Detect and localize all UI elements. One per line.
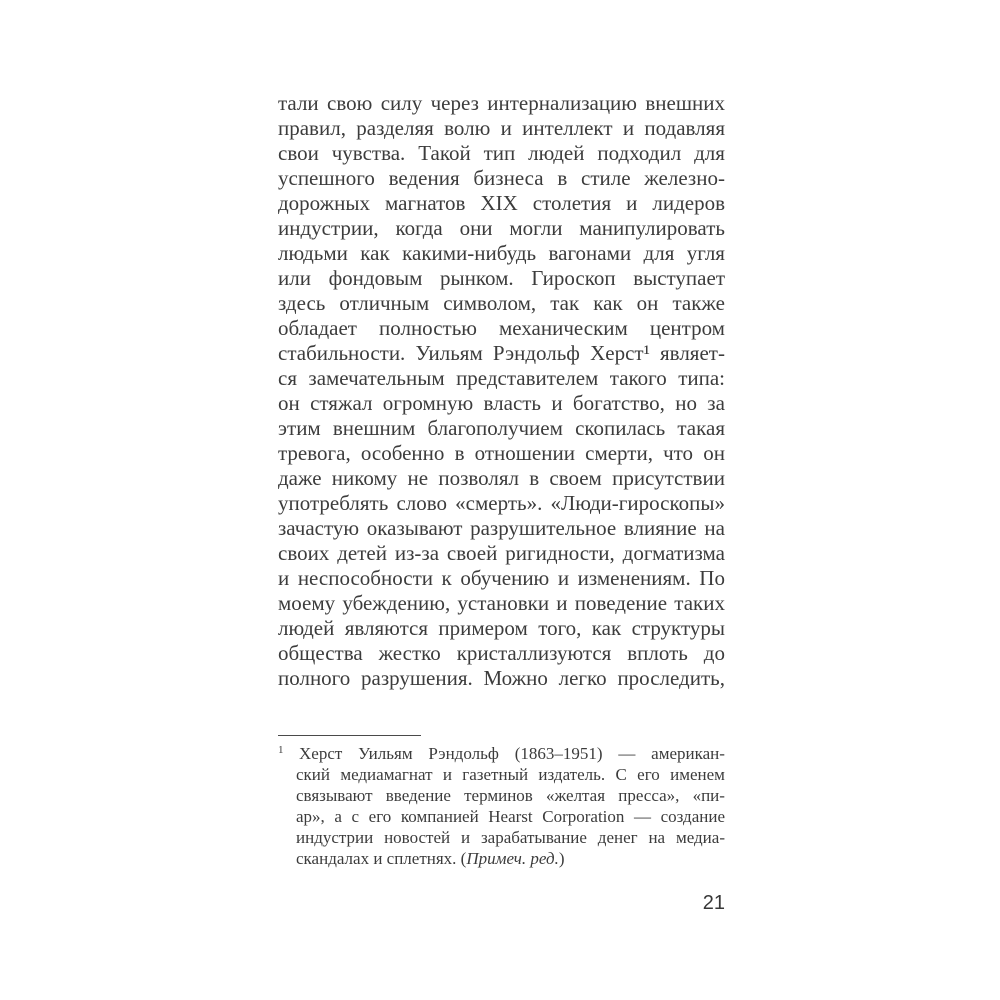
word: смерти, bbox=[585, 441, 653, 465]
footnote-separator bbox=[278, 735, 421, 736]
word: Уильям bbox=[415, 341, 483, 365]
word: не bbox=[407, 466, 429, 490]
word: и bbox=[442, 765, 452, 784]
text-line bbox=[278, 491, 725, 516]
text-line bbox=[278, 466, 725, 491]
word: «пи- bbox=[692, 786, 725, 805]
text-line bbox=[296, 806, 725, 827]
word: интеллект bbox=[522, 116, 613, 140]
word: успешного bbox=[278, 166, 375, 190]
word: таких bbox=[674, 591, 725, 615]
word: С bbox=[615, 765, 627, 784]
word: По bbox=[699, 566, 725, 590]
word: его bbox=[368, 807, 392, 826]
word: магнатов bbox=[385, 191, 466, 215]
word: убеждению, bbox=[342, 591, 451, 615]
word: связывают bbox=[296, 786, 373, 805]
word: они bbox=[459, 216, 493, 240]
footnote-last-line bbox=[278, 848, 725, 869]
word: он bbox=[636, 291, 659, 315]
text-line bbox=[278, 266, 725, 291]
word: отношении bbox=[474, 441, 575, 465]
word: как bbox=[593, 291, 623, 315]
word: такая bbox=[677, 416, 725, 440]
word: его bbox=[637, 765, 660, 784]
word: являет- bbox=[660, 341, 725, 365]
word: стяжал bbox=[310, 391, 373, 415]
word: людьми bbox=[278, 241, 348, 265]
text-line bbox=[278, 391, 725, 416]
word: свою bbox=[327, 91, 373, 115]
word: жестко bbox=[378, 641, 441, 665]
word: ведения bbox=[388, 166, 460, 190]
word: как bbox=[360, 241, 390, 265]
word: подходил bbox=[597, 141, 682, 165]
word: внешним bbox=[332, 416, 416, 440]
text-line bbox=[278, 566, 725, 591]
word: установки bbox=[457, 591, 550, 615]
word: газетный bbox=[462, 765, 529, 784]
text-line bbox=[296, 827, 725, 848]
word: разделяя bbox=[356, 116, 434, 140]
text-line bbox=[278, 641, 725, 666]
word: новостей bbox=[384, 828, 451, 847]
word: детей bbox=[337, 541, 387, 565]
word: бизнеса bbox=[473, 166, 544, 190]
word: компанией bbox=[400, 807, 479, 826]
text-line bbox=[278, 666, 725, 691]
word: представителем bbox=[456, 366, 599, 390]
word: Уильям bbox=[358, 744, 413, 763]
text-line bbox=[278, 166, 725, 191]
word: чувства. bbox=[331, 141, 406, 165]
word: полностью bbox=[379, 316, 477, 340]
word: скопилась bbox=[575, 416, 666, 440]
text-line bbox=[278, 191, 725, 216]
text-line bbox=[278, 316, 725, 341]
word: он bbox=[278, 391, 300, 415]
word: и bbox=[556, 591, 568, 615]
word: в bbox=[454, 441, 465, 465]
word: оказывают bbox=[366, 516, 463, 540]
word: богатство, bbox=[572, 391, 665, 415]
word: могли bbox=[509, 216, 563, 240]
text-line bbox=[278, 516, 725, 541]
word: угля bbox=[686, 241, 725, 265]
word: своих bbox=[278, 541, 330, 565]
word: обладает bbox=[278, 316, 357, 340]
word: медиа- bbox=[675, 828, 725, 847]
word: какими-нибудь bbox=[402, 241, 537, 265]
word: Херст¹ bbox=[590, 341, 650, 365]
word: тревога, bbox=[278, 441, 351, 465]
word: отличным bbox=[339, 291, 430, 315]
word: правил, bbox=[278, 116, 346, 140]
word: лидеров bbox=[652, 191, 725, 215]
text-line bbox=[278, 141, 725, 166]
word: пресса», bbox=[618, 786, 680, 805]
word: дорожных bbox=[278, 191, 371, 215]
word: слово bbox=[396, 491, 448, 515]
word: выступает bbox=[633, 266, 725, 290]
word: моему bbox=[278, 591, 336, 615]
word: за bbox=[707, 391, 725, 415]
word: изменениям. bbox=[577, 566, 691, 590]
word: тали bbox=[278, 91, 319, 115]
word: — bbox=[618, 744, 636, 763]
word: тип bbox=[483, 141, 516, 165]
word: на bbox=[648, 828, 666, 847]
word: своем bbox=[549, 466, 602, 490]
word: того, bbox=[538, 616, 582, 640]
word: стиле bbox=[581, 166, 631, 190]
footnote bbox=[278, 743, 725, 869]
word: в bbox=[557, 166, 568, 190]
word: когда bbox=[395, 216, 443, 240]
word: даже bbox=[278, 466, 322, 490]
word: для bbox=[643, 241, 675, 265]
footnote-first-line bbox=[278, 743, 725, 764]
word: являются bbox=[344, 616, 428, 640]
word: примером bbox=[438, 616, 528, 640]
word: кристаллизуются bbox=[456, 641, 612, 665]
word: благополучием bbox=[427, 416, 563, 440]
word: зачастую bbox=[278, 516, 360, 540]
word: догматизма bbox=[622, 541, 725, 565]
text-line bbox=[278, 591, 725, 616]
word: манипулировать bbox=[579, 216, 725, 240]
word: создание bbox=[660, 807, 725, 826]
word: XIX bbox=[480, 191, 518, 215]
text-line bbox=[278, 216, 725, 241]
word: Гироскоп bbox=[531, 266, 616, 290]
word: а bbox=[334, 807, 342, 826]
word: и bbox=[626, 191, 638, 215]
word: Hearst bbox=[488, 807, 533, 826]
word: употреблять bbox=[278, 491, 389, 515]
page-number: 21 bbox=[702, 892, 725, 914]
word: фондовым bbox=[328, 266, 423, 290]
word: огромную bbox=[382, 391, 474, 415]
word: силу bbox=[380, 91, 423, 115]
word: замечательным bbox=[308, 366, 445, 390]
text-line bbox=[278, 541, 725, 566]
word: для bbox=[694, 141, 725, 165]
word: зарабатывание bbox=[480, 828, 587, 847]
word: рынком. bbox=[440, 266, 514, 290]
word: типа: bbox=[678, 366, 725, 390]
word: Такой bbox=[418, 141, 471, 165]
word: такого bbox=[609, 366, 667, 390]
word: легко bbox=[558, 666, 607, 690]
word: на bbox=[704, 516, 725, 540]
word: влияние bbox=[623, 516, 697, 540]
word: людей bbox=[278, 616, 335, 640]
word: денег bbox=[597, 828, 638, 847]
word: этим bbox=[278, 416, 321, 440]
word: с bbox=[351, 807, 360, 826]
word: «смерть». bbox=[455, 491, 543, 515]
word: «желтая bbox=[546, 786, 606, 805]
word: также bbox=[672, 291, 725, 315]
word: терминов bbox=[464, 786, 533, 805]
word: ригидности, bbox=[505, 541, 615, 565]
word: до bbox=[703, 641, 725, 665]
text-line bbox=[278, 291, 725, 316]
text-line bbox=[278, 441, 725, 466]
word: как bbox=[591, 616, 622, 640]
word: никому bbox=[331, 466, 398, 490]
footnote-continuation bbox=[278, 764, 725, 848]
text-line bbox=[296, 785, 725, 806]
word: и bbox=[500, 116, 512, 140]
word: присутствии bbox=[612, 466, 725, 490]
word: но bbox=[675, 391, 697, 415]
word: столетия bbox=[532, 191, 612, 215]
word: волю bbox=[444, 116, 491, 140]
word: через bbox=[430, 91, 479, 115]
word: индустрии bbox=[296, 828, 374, 847]
word: — bbox=[634, 807, 651, 826]
word: стабильности. bbox=[278, 341, 406, 365]
word: разрушения. bbox=[361, 666, 473, 690]
word: подавляя bbox=[644, 116, 725, 140]
text-line bbox=[296, 764, 725, 785]
footnote-marker: 1 bbox=[278, 744, 284, 756]
text-line bbox=[278, 366, 725, 391]
footnote-first-text bbox=[299, 743, 725, 764]
word: вагонами bbox=[548, 241, 632, 265]
text-line bbox=[278, 241, 725, 266]
word: так bbox=[550, 291, 580, 315]
word: (1863–1951) bbox=[514, 744, 603, 763]
word: и bbox=[551, 391, 563, 415]
body-text bbox=[278, 91, 725, 691]
word: структуры bbox=[631, 616, 725, 640]
word: разрушительное bbox=[470, 516, 617, 540]
word: американ- bbox=[651, 744, 725, 763]
word: и bbox=[622, 116, 635, 140]
word: людей bbox=[528, 141, 585, 165]
word: обучению bbox=[460, 566, 550, 590]
word: здесь bbox=[278, 291, 326, 315]
word: полного bbox=[278, 666, 351, 690]
word: и bbox=[278, 566, 290, 590]
word: Corporation bbox=[542, 807, 625, 826]
word: Рэндольф bbox=[428, 744, 499, 763]
text-line bbox=[278, 416, 725, 441]
footnote-last-suffix: ) bbox=[558, 849, 565, 868]
word: или bbox=[278, 266, 311, 290]
word: механическим bbox=[499, 316, 628, 340]
word: именем bbox=[670, 765, 725, 784]
word: железно- bbox=[644, 166, 725, 190]
word: из-за bbox=[394, 541, 440, 565]
word: и bbox=[460, 828, 471, 847]
text-line bbox=[278, 91, 725, 116]
word: интернализацию bbox=[487, 91, 637, 115]
word: он bbox=[703, 441, 725, 465]
word: свои bbox=[278, 141, 319, 165]
word: центром bbox=[649, 316, 725, 340]
word: поведение bbox=[574, 591, 668, 615]
word: неспособности bbox=[297, 566, 433, 590]
word: «Люди-гироскопы» bbox=[550, 491, 725, 515]
footnote-editor-note: Примеч. ред. bbox=[466, 849, 559, 868]
word: Можно bbox=[483, 666, 548, 690]
text-line bbox=[278, 116, 725, 141]
word: позволял bbox=[438, 466, 519, 490]
word: ся bbox=[278, 366, 297, 390]
word: ар», bbox=[296, 807, 325, 826]
word: индустрии, bbox=[278, 216, 379, 240]
word: внешних bbox=[645, 91, 725, 115]
word: издатель. bbox=[538, 765, 606, 784]
word: символом, bbox=[443, 291, 537, 315]
word: к bbox=[441, 566, 452, 590]
word: своей bbox=[446, 541, 498, 565]
word: ский bbox=[296, 765, 330, 784]
text-line bbox=[278, 341, 725, 366]
word: Рэндольф bbox=[492, 341, 580, 365]
word: что bbox=[663, 441, 694, 465]
word: вплоть bbox=[627, 641, 688, 665]
word: и bbox=[557, 566, 570, 590]
footnote-last-prefix: скандалах и сплетнях. ( bbox=[296, 849, 467, 868]
word: Херст bbox=[299, 744, 343, 763]
word: власть bbox=[483, 391, 542, 415]
word: в bbox=[529, 466, 540, 490]
word: проследить, bbox=[617, 666, 725, 690]
word: медиамагнат bbox=[340, 765, 433, 784]
text-line bbox=[278, 616, 725, 641]
word: особенно bbox=[360, 441, 445, 465]
word: общества bbox=[278, 641, 363, 665]
word: введение bbox=[385, 786, 451, 805]
